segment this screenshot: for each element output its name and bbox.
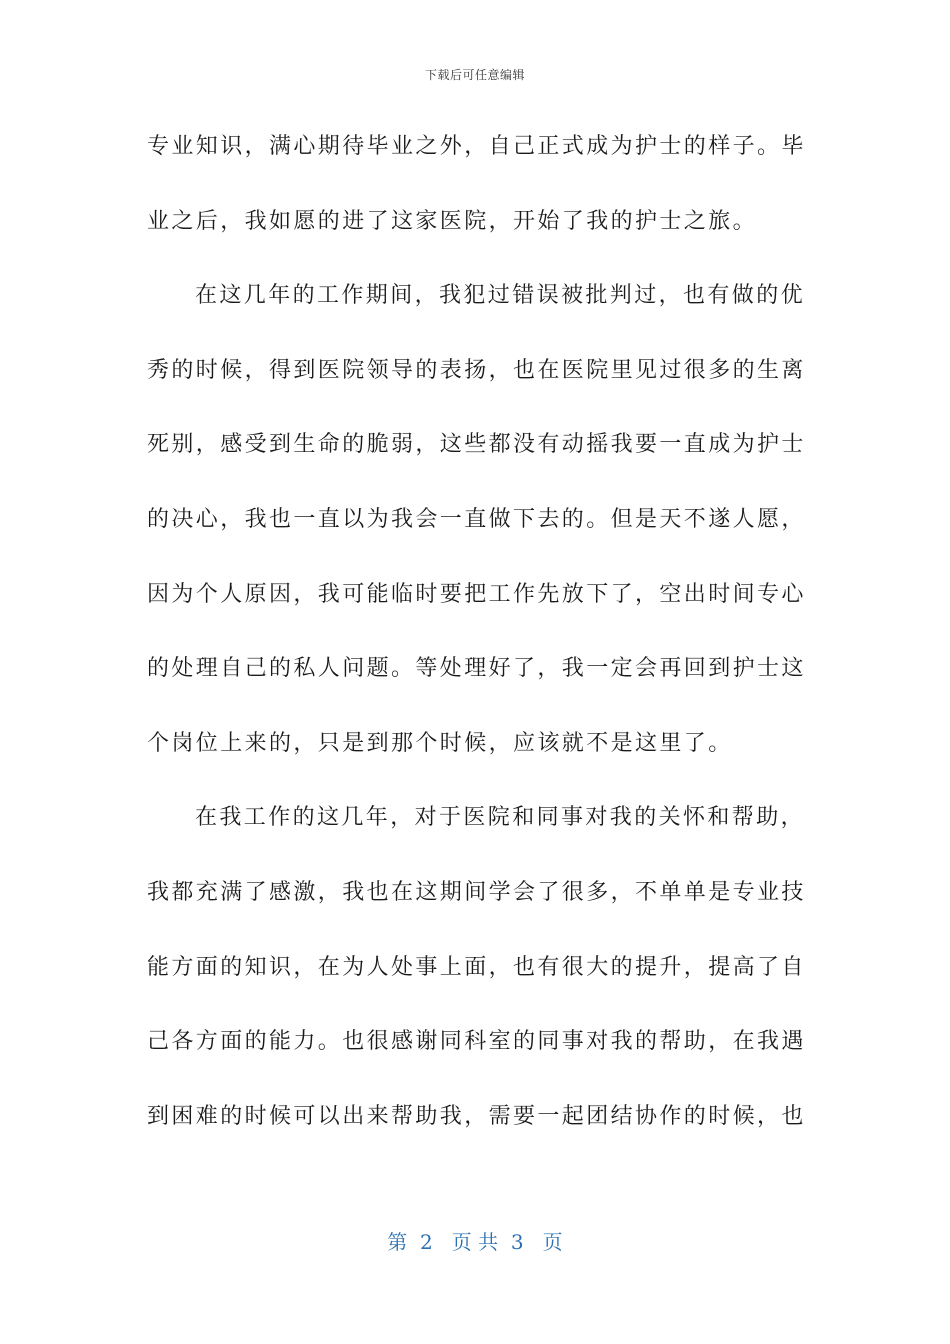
text-line: 的决心，我也一直以为我会一直做下去的。但是天不遂人愿， <box>147 506 806 532</box>
text-line: 我都充满了感激，我也在这期间学会了很多，不单单是专业技 <box>147 879 806 905</box>
text-line: 到困难的时候可以出来帮助我，需要一起团结协作的时候，也 <box>147 1103 806 1129</box>
paragraph-start-line: 在这几年的工作期间，我犯过错误被批判过，也有做的优 <box>195 283 806 309</box>
text-line: 能方面的知识，在为人处事上面，也有很大的提升，提高了自 <box>147 954 806 980</box>
document-body <box>147 127 806 1171</box>
text-line: 死别，感受到生命的脆弱，这些都没有动摇我要一直成为护士 <box>147 432 806 458</box>
text-line: 己各方面的能力。也很感谢同科室的同事对我的帮助，在我遇 <box>147 1029 806 1055</box>
page-header: 下载后可任意编辑 <box>424 68 525 82</box>
text-line: 秀的时候，得到医院领导的表扬，也在医院里见过很多的生离 <box>147 357 806 383</box>
text-line: 的处理自己的私人问题。等处理好了，我一定会再回到护士这 <box>147 656 806 682</box>
text-line: 因为个人原因，我可能临时要把工作先放下了，空出时间专心 <box>147 581 806 607</box>
paragraph-start-line: 在我工作的这几年，对于医院和同事对我的关怀和帮助， <box>195 805 806 831</box>
text-line: 个岗位上来的，只是到那个时候，应该就不是这里了。 <box>147 730 733 756</box>
text-line: 业之后，我如愿的进了这家医院，开始了我的护士之旅。 <box>147 208 758 234</box>
text-line: 专业知识，满心期待毕业之外，自己正式成为护士的样子。毕 <box>147 134 806 159</box>
page-number-footer: 第 2 页 共 3 页 <box>387 1230 563 1254</box>
